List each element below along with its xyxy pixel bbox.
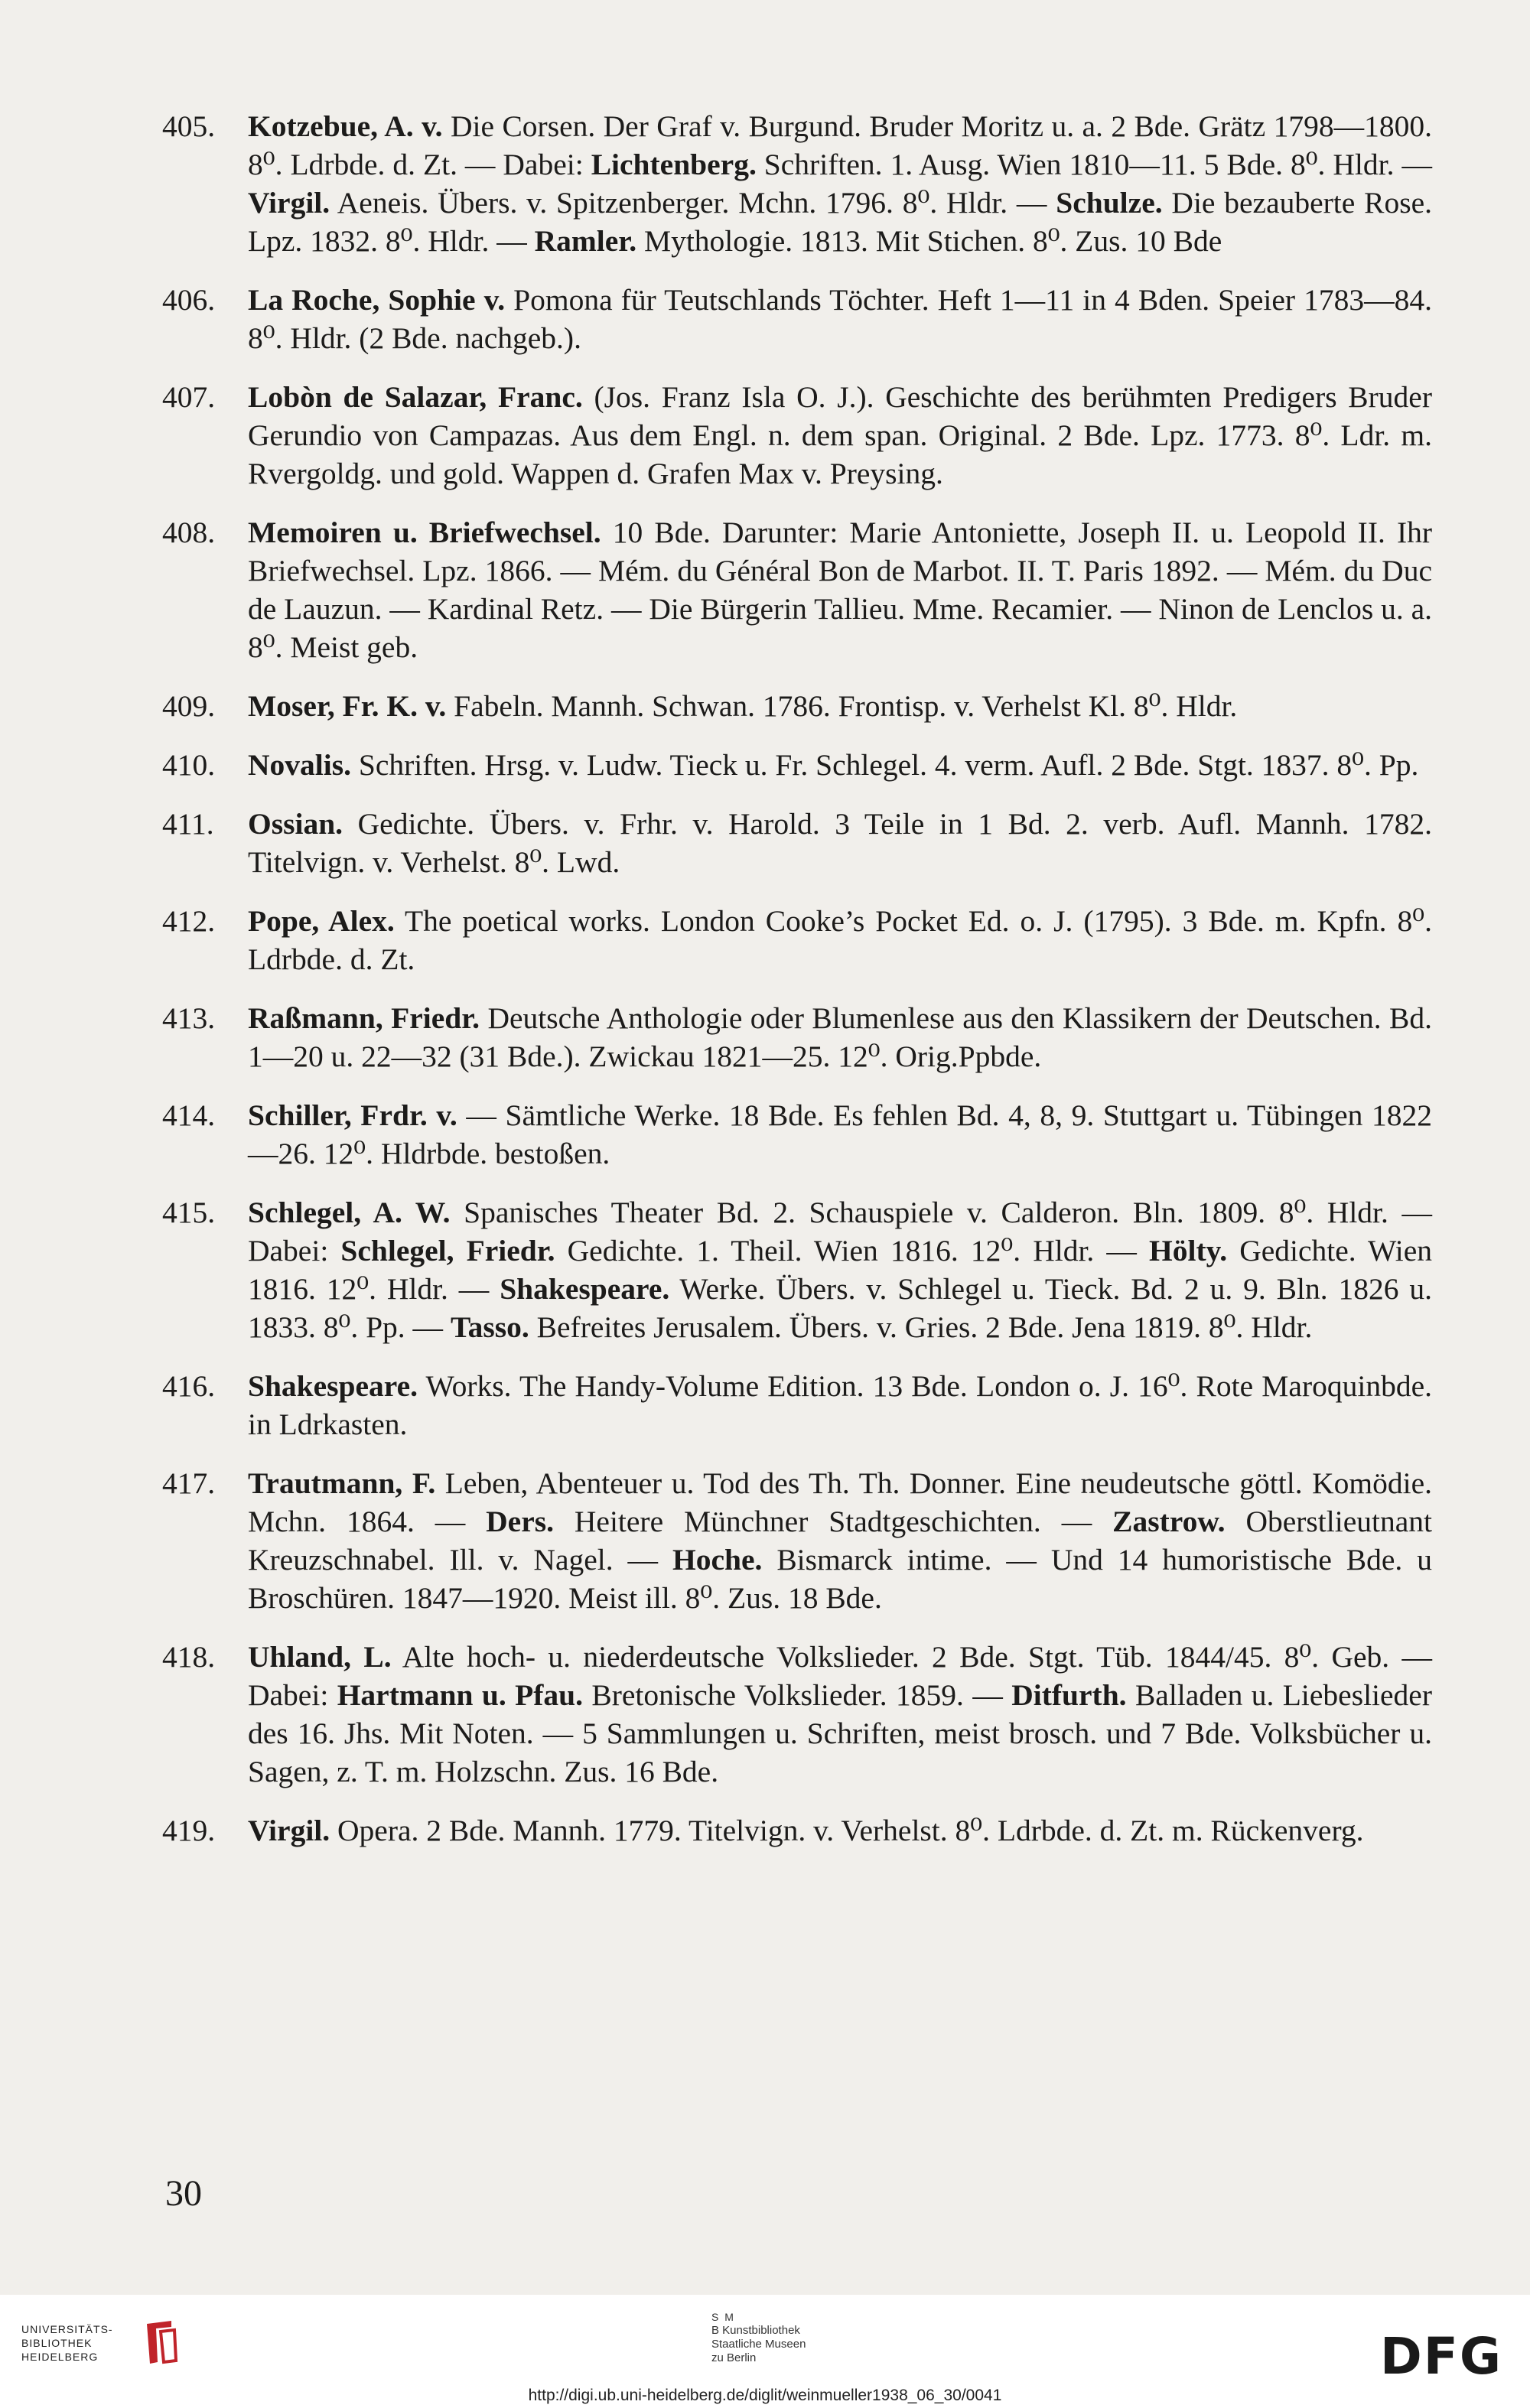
entry-text: Memoiren u. Briefwechsel. 10 Bde. Darunter: Marie Antoniette, Joseph II. u. Leopold II. Ihr Briefwechsel. Lpz. 1866. — Mém. du Général Bon de Marbot. II. T. Paris 1892. — Mém. du Duc de Lauzun. — Kardinal Retz. — Die Bürgerin Tallieu. Mme. Recamier. — Ninon de Lenclos u. a. 8⁰. Meist geb. bbox=[248, 516, 1433, 664]
page-number: 30 bbox=[165, 2173, 202, 2214]
university-library-logo[interactable] bbox=[21, 2312, 190, 2380]
entry-number: 405. bbox=[162, 109, 216, 143]
entry-text: Moser, Fr. K. v. Fabeln. Mannh. Schwan. 1786. Frontisp. v. Verhelst Kl. 8⁰. Hldr. bbox=[248, 689, 1238, 723]
catalog-entry bbox=[162, 1811, 1432, 1850]
entry-text: Ossian. Gedichte. Übers. v. Frhr. v. Harold. 3 Teile in 1 Bd. 2. verb. Aufl. Mannh. 1782. Titelvign. v. Verhelst. 8⁰. Lwd. bbox=[248, 807, 1432, 879]
university-library-label: UNIVERSITÄTS- BIBLIOTHEK HEIDELBERG bbox=[21, 2323, 113, 2363]
entry-number: 416. bbox=[162, 1369, 216, 1403]
viewer-footer bbox=[0, 2295, 1530, 2408]
entry-number: 412. bbox=[162, 904, 216, 938]
entry-number: 410. bbox=[162, 748, 216, 782]
university-library-icon bbox=[141, 2316, 187, 2370]
entry-number: 413. bbox=[162, 1001, 216, 1035]
entry-text: Shakespeare. Works. The Handy-Volume Edition. 13 Bde. London o. J. 16⁰. Rote Maroquinbde. in Ldrkasten. bbox=[248, 1369, 1432, 1441]
catalog-entry bbox=[162, 378, 1432, 493]
entry-number: 414. bbox=[162, 1098, 216, 1132]
catalog-entry bbox=[162, 1367, 1432, 1443]
entry-number: 411. bbox=[162, 807, 214, 841]
catalog-entries bbox=[162, 107, 1432, 1870]
entry-number: 406. bbox=[162, 283, 216, 317]
entry-text: Novalis. Schriften. Hrsg. v. Ludw. Tieck u. Fr. Schlegel. 4. verm. Aufl. 2 Bde. Stgt. 1837. 8⁰. Pp. bbox=[248, 748, 1419, 782]
catalog-entry bbox=[162, 902, 1432, 978]
entry-text: Pope, Alex. The poetical works. London Cooke’s Pocket Ed. o. J. (1795). 3 Bde. m. Kpfn. 8⁰. Ldrbde. d. Zt. bbox=[248, 904, 1432, 976]
entry-number: 407. bbox=[162, 380, 216, 414]
catalog-entry bbox=[162, 999, 1432, 1075]
catalog-entry bbox=[162, 1464, 1432, 1617]
catalog-entry bbox=[162, 1638, 1432, 1791]
entry-text: Uhland, L. Alte hoch- u. niederdeutsche Volkslieder. 2 Bde. Stgt. Tüb. 1844/45. 8⁰. Geb. — Dabei: Hartmann u. Pfau. Bretonische Volkslieder. 1859. — Ditfurth. Balladen u. Liebeslieder des 16. Jhs. Mit Noten. — 5 Sammlungen u. Schriften, meist brosch. und 7 Bde. Volksbücher u. Sagen, z. T. m. Holzschn. Zus. 16 Bde. bbox=[248, 1640, 1432, 1788]
entry-number: 409. bbox=[162, 689, 216, 723]
entry-text: Schlegel, A. W. Spanisches Theater Bd. 2. Schauspiele v. Calderon. Bln. 1809. 8⁰. Hldr. — Dabei: Schlegel, Friedr. Gedichte. 1. Theil. Wien 1816. 12⁰. Hldr. — Hölty. Gedichte. Wien 1816. 12⁰. Hldr. — Shakespeare. Werke. Übers. v. Schlegel u. Tieck. Bd. 2 u. 9. Bln. 1826 u. 1833. 8⁰. Pp. — Tasso. Befreites Jerusalem. Übers. v. Gries. 2 Bde. Jena 1819. 8⁰. Hldr. bbox=[248, 1196, 1432, 1344]
entry-text: Schiller, Frdr. v. — Sämtliche Werke. 18 Bde. Es fehlen Bd. 4, 8, 9. Stuttgart u. Tübingen 1822—26. 12⁰. Hldrbde. bestoßen. bbox=[248, 1098, 1432, 1170]
entry-number: 415. bbox=[162, 1196, 216, 1229]
catalog-entry bbox=[162, 1193, 1432, 1346]
catalog-entry bbox=[162, 687, 1432, 725]
entry-number: 419. bbox=[162, 1814, 216, 1847]
catalog-entry bbox=[162, 746, 1432, 784]
permalink-url[interactable]: http://digi.ub.uni-heidelberg.de/diglit/weinmueller1938_06_30/0041 bbox=[528, 2387, 1002, 2404]
kunstbibliothek-logo[interactable]: S M B Kunstbibliothek Staatliche Museen zu Berlin bbox=[711, 2311, 806, 2364]
entry-text: La Roche, Sophie v. Pomona für Teutschlands Töchter. Heft 1—11 in 4 Bden. Speier 1783—84. 8⁰. Hldr. (2 Bde. nachgeb.). bbox=[248, 283, 1433, 355]
catalog-entry bbox=[162, 281, 1432, 357]
entry-number: 408. bbox=[162, 516, 216, 549]
catalog-entry bbox=[162, 1096, 1432, 1173]
entry-text: Virgil. Opera. 2 Bde. Mannh. 1779. Titelvign. v. Verhelst. 8⁰. Ldrbde. d. Zt. m. Rückenverg. bbox=[248, 1814, 1364, 1847]
entry-text: Lobòn de Salazar, Franc. (Jos. Franz Isla O. J.). Geschichte des berühmten Predigers Bruder Gerundio von Campazas. Aus dem Engl. n. dem span. Original. 2 Bde. Lpz. 1773. 8⁰. Ldr. m. Rvergoldg. und gold. Wappen d. Grafen Max v. Preysing. bbox=[248, 380, 1432, 490]
entry-text: Raßmann, Friedr. Deutsche Anthologie oder Blumenlese aus den Klassikern der Deutschen. Bd. 1—20 u. 22—32 (31 Bde.). Zwickau 1821—25. 12⁰. Orig.Ppbde. bbox=[248, 1001, 1432, 1073]
catalog-entry bbox=[162, 805, 1432, 881]
entry-number: 417. bbox=[162, 1466, 216, 1500]
catalog-entry bbox=[162, 513, 1432, 666]
entry-text: Kotzebue, A. v. Die Corsen. Der Graf v. Burgund. Bruder Moritz u. a. 2 Bde. Grätz 1798—1800. 8⁰. Ldrbde. d. Zt. — Dabei: Lichtenberg. Schriften. 1. Ausg. Wien 1810—11. 5 Bde. 8⁰. Hldr. — Virgil. Aeneis. Übers. v. Spitzenberger. Mchn. 1796. 8⁰. Hldr. — Schulze. Die bezauberte Rose. Lpz. 1832. 8⁰. Hldr. — Ramler. Mythologie. 1813. Mit Stichen. 8⁰. Zus. 10 Bde bbox=[248, 109, 1432, 258]
catalog-entry bbox=[162, 107, 1432, 260]
entry-number: 418. bbox=[162, 1640, 216, 1674]
dfg-logo[interactable]: DFG bbox=[1379, 2327, 1502, 2386]
entry-text: Trautmann, F. Leben, Abenteuer u. Tod des Th. Th. Donner. Eine neudeutsche göttl. Komödie. Mchn. 1864. — Ders. Heitere Münchner Stadtgeschichten. — Zastrow. Oberstlieutnant Kreuzschnabel. Ill. v. Nagel. — Hoche. Bismarck intime. — Und 14 humoristische Bde. u Broschüren. 1847—1920. Meist ill. 8⁰. Zus. 18 Bde. bbox=[248, 1466, 1432, 1615]
